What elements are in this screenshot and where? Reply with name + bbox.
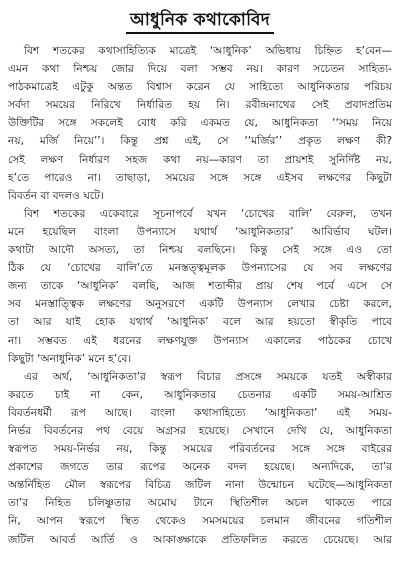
text-line: সর্বদা সময়ের নিরিখে নির্ধারিত হয় নি। রবীন্দ্রনাথের সেই প্রবাদপ্রতিম <box>8 99 392 112</box>
text-line: বিশ শতকের একেবারে সূচনাপর্বে যখন ‘চোখের বালি’ বেরুল, তখন <box>24 207 392 220</box>
text-line: পাঠকমাত্রেই এটুকু অন্তত বিশ্বাস করেন যে সাহিত্যে আধুনিকতার পরিচয় <box>8 81 392 94</box>
text-line: তা’র নিহিত চলিষ্ণুতার অমোঘ টানে স্থিতিশীল অচল থাকতে পারে <box>8 497 392 510</box>
text-line: সেই লক্ষণ নির্ধারণ সহজ কথা নয়—কারণ তা প্রায়শই সুনির্দিষ্ট নয়, <box>8 153 392 166</box>
paragraph-3 <box>8 368 392 549</box>
text-line: কিছুটা ‘অনাধুনিক’ মনে হ’বে। <box>8 352 132 365</box>
text-line: সব মনস্তাত্ত্বিক লক্ষণের অনুসরণে একটি উপন্যাস লেখার চেষ্টা করলে, <box>8 298 392 311</box>
text-line: নি, আপন স্বরূপে স্থিত থেকেও সমসময়ের চলমান জীবনের গতিশীল <box>8 515 392 528</box>
text-line: নয়, মর্জি নিয়ে’’। কিন্তু প্রশ্ন এই, সে ‘‘মর্জির’’ প্রকৃত লক্ষণ কী? <box>8 135 392 148</box>
text-line: না। সম্ভবত এই ধরনের লক্ষণযুক্ত উপন্যাস একালের পাঠকের চোখে <box>8 334 392 347</box>
paragraph-2 <box>8 205 392 368</box>
text-line: নির্ভর বিবর্তনের পথ বেয়ে অগ্রসর হয়েছে। সেখানে দেখি যে, আধুনিকতা <box>8 424 392 437</box>
text-line: কথাটা আদৌ অসত্য, তা নিশ্চয় বলছিনে। কিন্তু সেই সঙ্গে এও তো <box>8 244 392 257</box>
text-line: বিশ শতকের কথাসাহিত্যিক মাত্রেই ‘আধুনিক’ অভিধায় চিহ্নিত হ’বেন— <box>24 45 392 57</box>
text-line: তা আর যাই হোক যথার্থ ‘আধুনিক’ বলে আর হয়তো স্বীকৃতি পাবে <box>8 316 392 329</box>
text-line: স্বরূপত সময়-নির্ভর নয়, কিন্তু সময়ের পরিবর্তনের সঙ্গে সঙ্গে বাইরের <box>8 443 392 456</box>
text-line: উক্তিটির সঙ্গে সকলেই বোধ করি একমত যে, আধুনিকতা ‘‘সময় নিয়ে <box>8 117 392 130</box>
text-line: বিবর্তনধর্মী রূপ আছে। বাংলা কথাসাহিত্যে ‘আধুনিকতা’ এই সময়- <box>8 406 392 419</box>
text-line: এমন কথা নিশ্চয় জোর দিয়ে বলা সম্ভব নয়। কারণ সচেতন সাহিত্য- <box>8 63 392 76</box>
text-line: করতে চাই না কেন, আধুনিকতার চেতনার একটি সময়-আশ্রিত <box>8 388 392 401</box>
paragraph-1 <box>8 42 392 205</box>
text-line: প্রকাশের জগতে তার রূপের অনেক বদল হয়েছে। অন্যদিকে, তা’র <box>8 461 392 474</box>
page-title: আধুনিক কথাকোবিদ <box>126 8 274 34</box>
text-line: হ’তে পারেও না। তাছাড়া, সময়ের সঙ্গে সঙ্গে এইসব লক্ষণের কিছুটা <box>8 171 392 184</box>
text-line: ঠিক যে ‘চোখের বালি’তে মনস্তত্ত্বমূলক উপন্যাসের যে সব লক্ষণের <box>8 262 392 275</box>
text-line: মনে হয়েছিল বাংলা উপন্যাসে যথার্থ ‘আধুনিকতার’ আবির্ভাব ঘটল। <box>8 225 392 238</box>
text-line: জটিল আবর্ত আর্তি ও আকাঙ্ক্ষাকে প্রতিফলিত করতে চেয়েছে। আর <box>8 533 392 546</box>
text-line: জন্য তাকে ‘আধুনিক’ বলছি, আজ শতাব্দীর প্রায় শেষ পর্বে এসে সে <box>8 280 392 293</box>
text-line: অন্তর্নিহিত মৌল স্বরূপের বিচিত্র জটিল নানা উন্মোচন ঘটেছে—আধুনিকতা <box>8 479 392 492</box>
text-line: এর অর্থ, ‘আধুনিকতা’র স্বরূপ বিচার প্রসঙ্গে সময়কে যতই অস্বীকার <box>24 370 392 383</box>
text-line: বিবর্তন বা বদলও ঘটে। <box>8 189 104 202</box>
title-wrap <box>8 8 392 38</box>
